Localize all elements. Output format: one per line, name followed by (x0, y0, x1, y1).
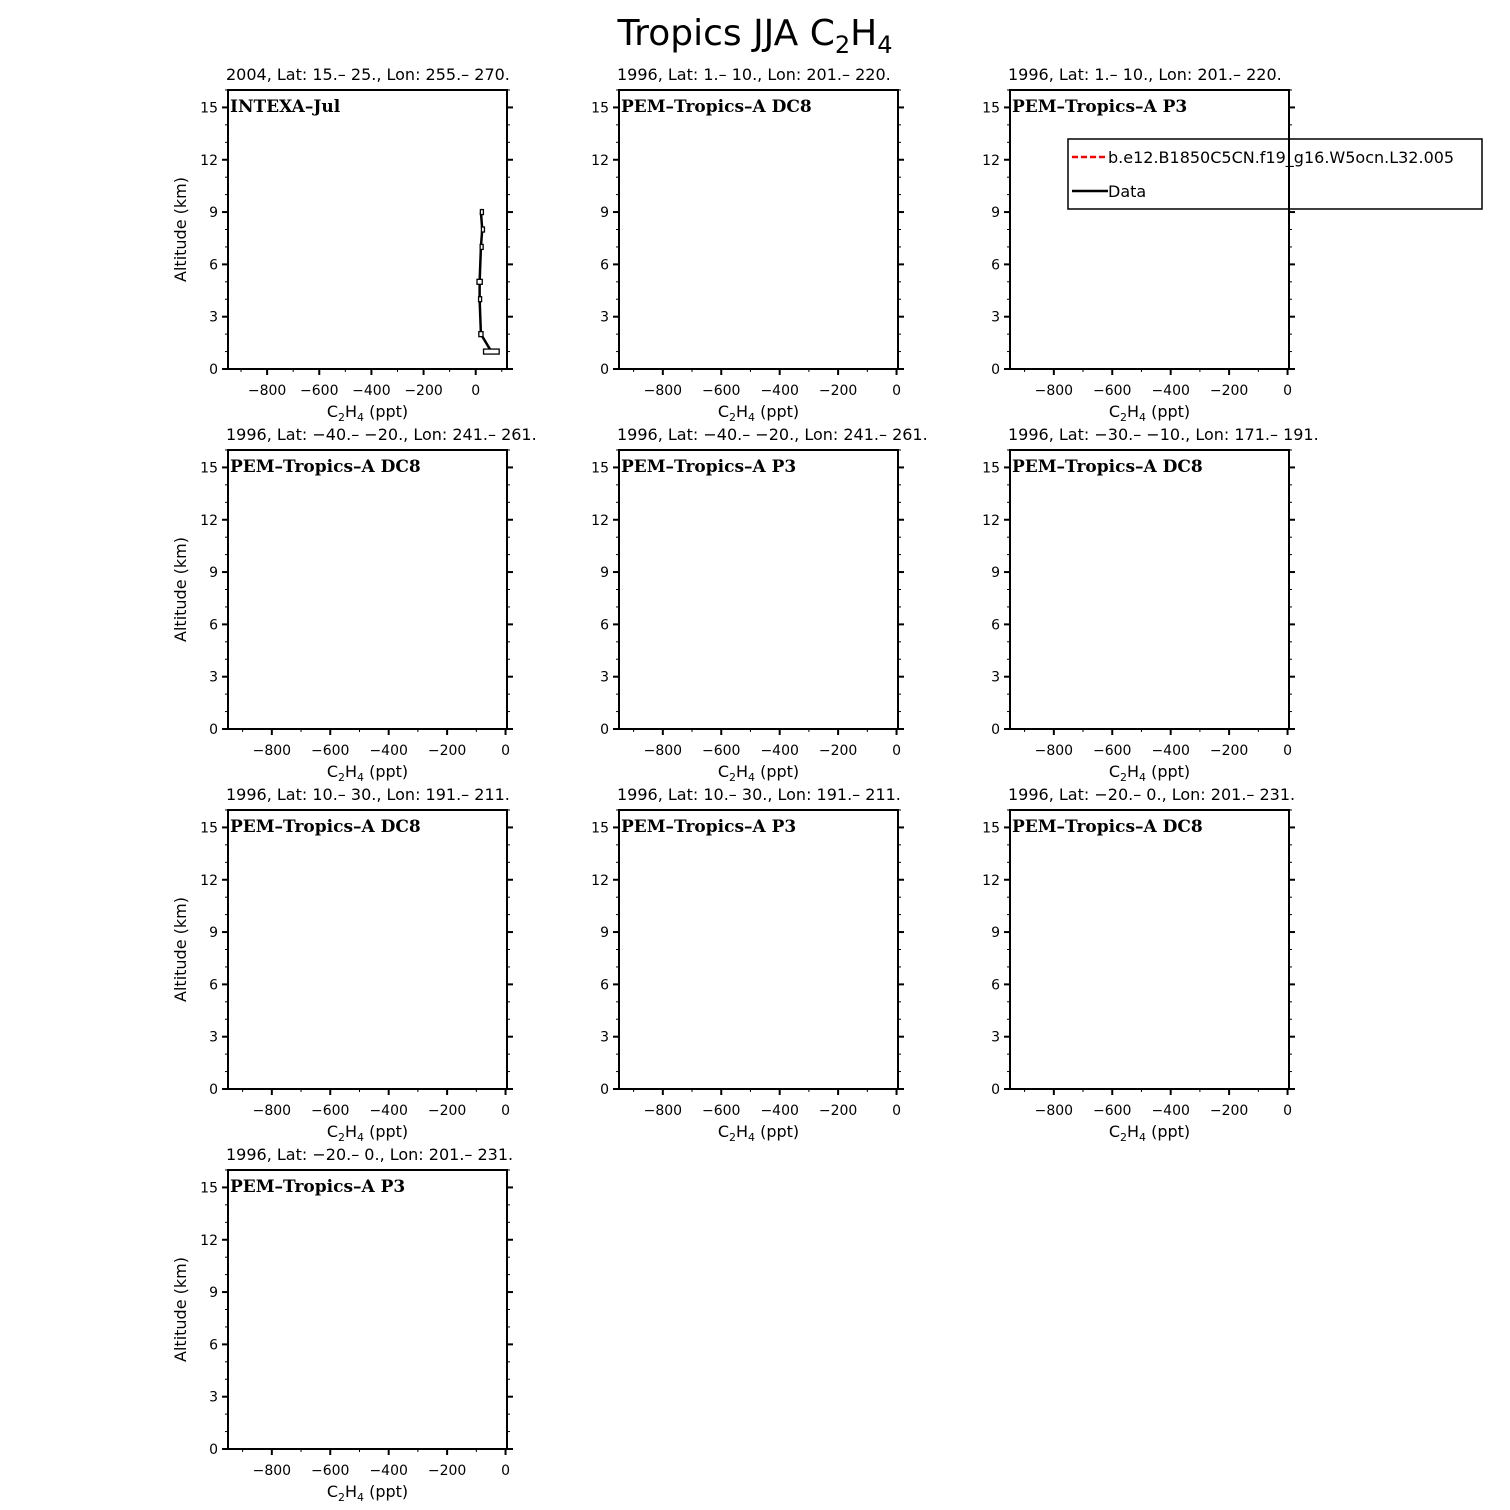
y-tick-label: 15 (200, 460, 218, 477)
y-tick-label: 6 (991, 977, 1000, 994)
y-axis-label: Altitude (km) (171, 1257, 190, 1362)
x-tick-label: −600 (702, 1103, 741, 1119)
figure-title-mid: H (850, 13, 878, 54)
y-tick-label: 9 (600, 565, 609, 582)
x-axis-label: $C_2H_4$ (ppt) (326, 402, 409, 424)
y-tick-label: 0 (600, 362, 609, 378)
panels-group (171, 65, 1319, 1504)
y-tick-label: 6 (209, 257, 218, 274)
x-axis-label: $C_2H_4$ (ppt) (1108, 762, 1191, 784)
data-error-box (480, 244, 483, 249)
x-tick-label: −200 (427, 1463, 467, 1479)
figure-title (616, 13, 892, 59)
x-tick-label: −400 (1151, 383, 1190, 399)
x-tick-label: 0 (1283, 383, 1293, 399)
x-tick-label: −800 (1034, 383, 1074, 399)
y-tick-label: 12 (591, 872, 609, 889)
y-tick-label: 9 (209, 1285, 218, 1302)
x-tick-label: 0 (892, 383, 902, 399)
y-tick-label: 3 (209, 1029, 218, 1046)
x-tick-label: −800 (252, 1103, 292, 1119)
y-tick-label: 6 (209, 977, 218, 994)
x-tick-label: −400 (760, 743, 799, 759)
y-tick-label: 3 (600, 669, 609, 686)
panel-6 (982, 425, 1319, 784)
plot-frame (619, 90, 898, 369)
plot-frame (228, 90, 507, 369)
x-tick-label: 0 (501, 743, 511, 759)
campaign-label: INTEXA–Jul (230, 97, 341, 117)
panel-title: 1996, Lat: 1.– 10., Lon: 201.– 220. (1008, 65, 1282, 84)
x-tick-label: −800 (252, 1463, 292, 1479)
x-axis-label: $C_2H_4$ (ppt) (1108, 402, 1191, 424)
y-tick-label: 0 (991, 1082, 1000, 1098)
y-tick-label: 0 (209, 1442, 218, 1458)
panel-4 (171, 425, 537, 784)
figure-title-sub2: 4 (877, 31, 893, 59)
x-tick-label: −600 (300, 383, 339, 399)
x-tick-label: −600 (311, 1463, 350, 1479)
x-tick-label: −600 (702, 743, 741, 759)
x-axis-label: $C_2H_4$ (ppt) (326, 1482, 409, 1504)
x-tick-label: −200 (818, 1103, 858, 1119)
x-tick-label: −200 (404, 383, 443, 399)
panel-5 (591, 425, 928, 784)
campaign-label: PEM–Tropics–A DC8 (230, 817, 421, 837)
y-tick-label: 12 (200, 1232, 218, 1249)
x-tick-label: −600 (1093, 743, 1132, 759)
y-axis-label: Altitude (km) (171, 897, 190, 1002)
y-tick-label: 3 (600, 309, 609, 326)
y-tick-label: 12 (982, 872, 1000, 889)
y-tick-label: 9 (209, 565, 218, 582)
y-tick-label: 6 (991, 257, 1000, 274)
x-tick-label: −600 (311, 743, 350, 759)
y-tick-label: 12 (982, 152, 1000, 169)
y-tick-label: 0 (600, 1082, 609, 1098)
data-error-box (477, 279, 482, 284)
y-tick-label: 9 (600, 205, 609, 222)
y-tick-label: 0 (991, 722, 1000, 738)
plot-frame (1010, 450, 1289, 729)
y-tick-label: 9 (991, 205, 1000, 222)
data-error-box (479, 297, 482, 302)
plot-frame (228, 450, 507, 729)
legend-label: Data (1108, 182, 1147, 201)
y-tick-label: 6 (600, 257, 609, 274)
legend (1068, 90, 1482, 369)
y-tick-label: 15 (200, 1180, 218, 1197)
x-axis-label: $C_2H_4$ (ppt) (717, 402, 800, 424)
y-axis-label: Altitude (km) (171, 177, 190, 282)
y-tick-label: 6 (600, 617, 609, 634)
panel-10 (171, 1145, 513, 1504)
x-tick-label: −600 (702, 383, 741, 399)
x-tick-label: −200 (427, 1103, 467, 1119)
x-tick-label: −200 (1209, 1103, 1249, 1119)
y-tick-label: 15 (200, 100, 218, 117)
figure-title-main: Tropics JJA C (617, 13, 835, 54)
y-tick-label: 12 (591, 512, 609, 529)
data-error-box (480, 210, 483, 215)
plot-frame (228, 810, 507, 1089)
y-tick-label: 12 (982, 512, 1000, 529)
campaign-label: PEM–Tropics–A P3 (621, 457, 797, 477)
y-tick-label: 9 (991, 565, 1000, 582)
y-tick-label: 6 (209, 617, 218, 634)
x-axis-label: $C_2H_4$ (ppt) (326, 762, 409, 784)
x-tick-label: 0 (892, 1103, 902, 1119)
y-tick-label: 0 (209, 722, 218, 738)
y-axis-label: Altitude (km) (171, 537, 190, 642)
panel-title: 1996, Lat: −20.– 0., Lon: 201.– 231. (1008, 785, 1296, 804)
x-tick-label: 0 (1283, 743, 1293, 759)
panel-8 (591, 785, 904, 1144)
y-tick-label: 15 (982, 100, 1000, 117)
data-error-box (484, 349, 500, 354)
y-tick-label: 0 (209, 362, 218, 378)
y-tick-label: 0 (209, 1082, 218, 1098)
x-tick-label: −400 (369, 1463, 408, 1479)
x-tick-label: −200 (818, 383, 858, 399)
x-tick-label: −600 (1093, 383, 1132, 399)
x-tick-label: −400 (352, 383, 391, 399)
x-tick-label: −200 (1209, 743, 1249, 759)
panel-title: 2004, Lat: 15.– 25., Lon: 255.– 270. (226, 65, 510, 84)
x-tick-label: −800 (643, 1103, 683, 1119)
panel-3 (982, 65, 1295, 424)
panel-1 (171, 65, 513, 424)
legend-label: b.e12.B1850C5CN.f19_g16.W5ocn.L32.005 (1108, 148, 1455, 167)
x-tick-label: −800 (643, 743, 683, 759)
x-tick-label: −400 (760, 383, 799, 399)
x-tick-label: −600 (311, 1103, 350, 1119)
y-tick-label: 15 (982, 460, 1000, 477)
x-tick-label: −400 (369, 743, 408, 759)
y-tick-label: 12 (200, 872, 218, 889)
campaign-label: PEM–Tropics–A P3 (230, 1177, 406, 1197)
campaign-label: PEM–Tropics–A P3 (1012, 97, 1188, 117)
plot-frame (619, 810, 898, 1089)
y-tick-label: 0 (991, 362, 1000, 378)
y-tick-label: 15 (591, 100, 609, 117)
x-tick-label: −600 (1093, 1103, 1132, 1119)
y-tick-label: 6 (991, 617, 1000, 634)
x-tick-label: −400 (760, 1103, 799, 1119)
x-tick-label: −800 (247, 383, 287, 399)
y-tick-label: 12 (200, 512, 218, 529)
x-tick-label: −400 (369, 1103, 408, 1119)
y-tick-label: 0 (600, 722, 609, 738)
x-axis-label: $C_2H_4$ (ppt) (1108, 1122, 1191, 1144)
plot-frame (228, 1170, 507, 1449)
x-tick-label: 0 (471, 383, 481, 399)
panel-9 (982, 785, 1295, 1144)
x-axis-label: $C_2H_4$ (ppt) (326, 1122, 409, 1144)
x-tick-label: −400 (1151, 1103, 1190, 1119)
y-tick-label: 3 (209, 1389, 218, 1406)
y-tick-label: 9 (209, 205, 218, 222)
panel-title: 1996, Lat: −30.– −10., Lon: 171.– 191. (1008, 425, 1319, 444)
y-tick-label: 3 (209, 669, 218, 686)
panel-title: 1996, Lat: −40.– −20., Lon: 241.– 261. (617, 425, 928, 444)
y-tick-label: 3 (991, 669, 1000, 686)
y-tick-label: 15 (982, 820, 1000, 837)
campaign-label: PEM–Tropics–A DC8 (621, 97, 812, 117)
x-tick-label: 0 (1283, 1103, 1293, 1119)
x-tick-label: −400 (1151, 743, 1190, 759)
x-tick-label: −200 (818, 743, 858, 759)
y-tick-label: 3 (209, 309, 218, 326)
campaign-label: PEM–Tropics–A DC8 (1012, 457, 1203, 477)
y-tick-label: 9 (991, 925, 1000, 942)
campaign-label: PEM–Tropics–A DC8 (230, 457, 421, 477)
y-tick-label: 3 (600, 1029, 609, 1046)
x-tick-label: −800 (1034, 1103, 1074, 1119)
plot-frame (619, 450, 898, 729)
y-tick-label: 12 (591, 152, 609, 169)
y-tick-label: 15 (591, 460, 609, 477)
panel-title: 1996, Lat: −20.– 0., Lon: 201.– 231. (226, 1145, 514, 1164)
y-tick-label: 12 (200, 152, 218, 169)
x-tick-label: −200 (427, 743, 467, 759)
panel-2 (591, 65, 904, 424)
plot-frame (1010, 810, 1289, 1089)
data-error-box (479, 332, 483, 337)
y-tick-label: 3 (991, 309, 1000, 326)
x-tick-label: −800 (252, 743, 292, 759)
x-tick-label: 0 (501, 1463, 511, 1479)
x-axis-label: $C_2H_4$ (ppt) (717, 1122, 800, 1144)
data-error-box (481, 227, 484, 232)
panel-title: 1996, Lat: 10.– 30., Lon: 191.– 211. (617, 785, 901, 804)
x-tick-label: 0 (892, 743, 902, 759)
figure-title-sub1: 2 (834, 31, 851, 59)
x-tick-label: 0 (501, 1103, 511, 1119)
panel-title: 1996, Lat: 10.– 30., Lon: 191.– 211. (226, 785, 510, 804)
panel-7 (171, 785, 513, 1144)
x-tick-label: −800 (643, 383, 683, 399)
y-tick-label: 9 (600, 925, 609, 942)
panel-title: 1996, Lat: 1.– 10., Lon: 201.– 220. (617, 65, 891, 84)
y-tick-label: 15 (200, 820, 218, 837)
y-tick-label: 15 (591, 820, 609, 837)
y-tick-label: 3 (991, 1029, 1000, 1046)
y-tick-label: 9 (209, 925, 218, 942)
plot-frame (1010, 90, 1289, 369)
x-tick-label: −200 (1209, 383, 1249, 399)
y-tick-label: 6 (600, 977, 609, 994)
campaign-label: PEM–Tropics–A DC8 (1012, 817, 1203, 837)
y-tick-label: 6 (209, 1337, 218, 1354)
panel-title: 1996, Lat: −40.– −20., Lon: 241.– 261. (226, 425, 537, 444)
x-axis-label: $C_2H_4$ (ppt) (717, 762, 800, 784)
x-tick-label: −800 (1034, 743, 1074, 759)
campaign-label: PEM–Tropics–A P3 (621, 817, 797, 837)
